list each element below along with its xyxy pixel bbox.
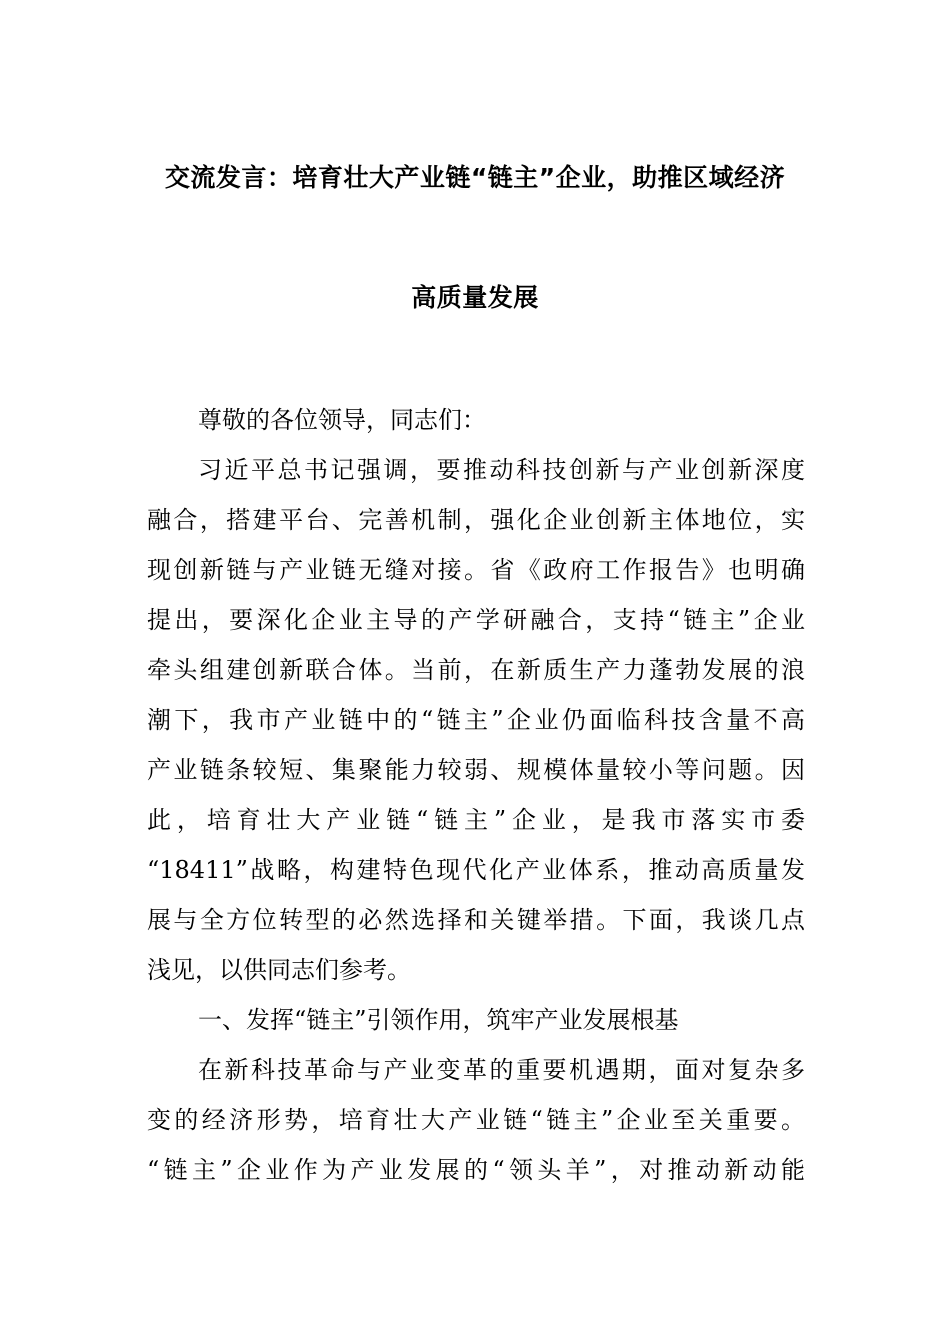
paragraph-1-line-4: 提出，要深化企业主导的产学研融合，支持“链主”企业 [147,606,805,634]
paragraph-2-line-3: “链主”企业作为产业发展的“领头羊”，对推动新动能 [147,1156,805,1184]
document-title-line-2: 高质量发展 [411,283,539,312]
section-heading-1: 一、发挥“链主”引领作用，筑牢产业发展根基 [198,1006,679,1034]
paragraph-1-line-10: 展与全方位转型的必然选择和关键举措。下面，我谈几点 [147,906,805,934]
paragraph-2-line-1: 在新科技革命与产业变革的重要机遇期，面对复杂多 [198,1056,805,1084]
paragraph-1-line-9: “18411”战略，构建特色现代化产业体系，推动高质量发 [147,856,805,884]
paragraph-1-line-1: 习近平总书记强调，要推动科技创新与产业创新深度 [198,456,805,484]
paragraph-1-line-5: 牵头组建创新联合体。当前，在新质生产力蓬勃发展的浪 [147,656,805,684]
document-title-line-1: 交流发言：培育壮大产业链“链主”企业，助推区域经济 [164,163,786,192]
paragraph-1-line-11: 浅见，以供同志们参考。 [147,956,411,984]
paragraph-1-line-7: 产业链条较短、集聚能力较弱、规模体量较小等问题。因 [147,756,805,784]
paragraph-1-line-6: 潮下，我市产业链中的“链主”企业仍面临科技含量不高 [147,706,805,734]
paragraph-1-line-2: 融合，搭建平台、完善机制，强化企业创新主体地位，实 [147,506,805,534]
paragraph-1-line-3: 现创新链与产业链无缝对接。省《政府工作报告》也明确 [147,556,805,584]
paragraph-1-line-8: 此，培育壮大产业链“链主”企业，是我市落实市委 [147,806,805,834]
paragraph-2-line-2: 变的经济形势，培育壮大产业链“链主”企业至关重要。 [147,1106,805,1134]
salutation-line: 尊敬的各位领导，同志们： [198,406,486,434]
document-body [147,395,805,1195]
